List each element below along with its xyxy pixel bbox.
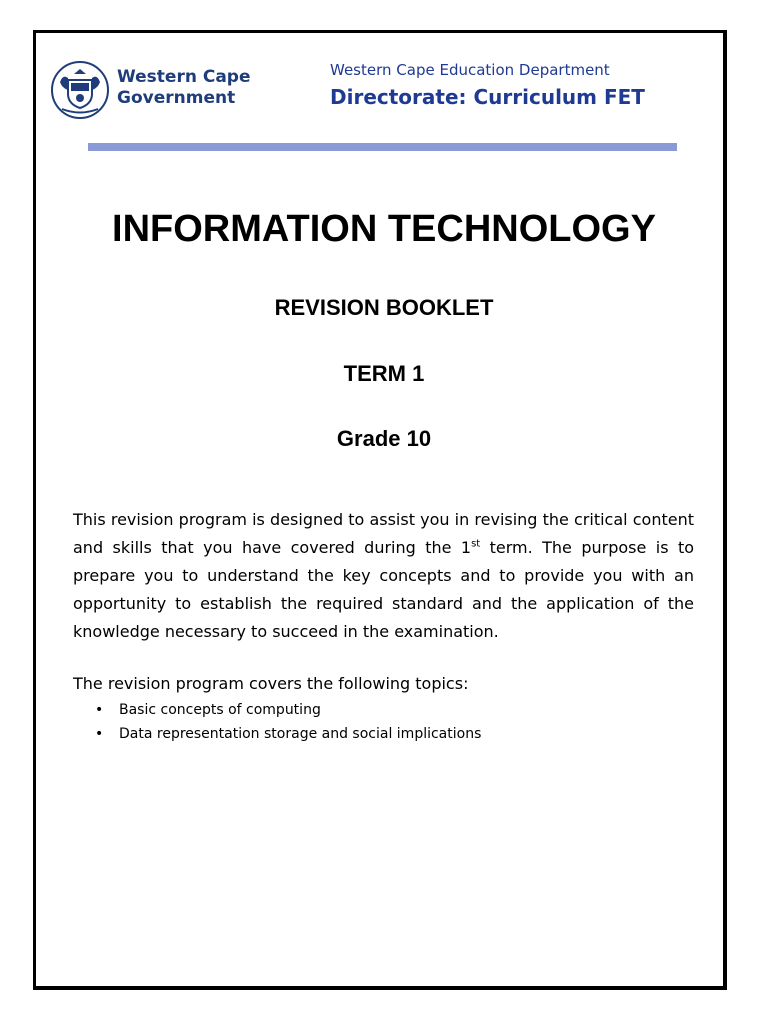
government-name-line-2: Government — [117, 88, 236, 108]
coat-of-arms-logo — [50, 60, 110, 120]
list-item — [95, 722, 481, 746]
intro-text-start: This revision program is designed to assist you in revising the critical content and skills that you have covered during the 1 — [73, 510, 694, 557]
ordinal-suffix: st — [471, 538, 481, 550]
header-divider — [88, 143, 677, 151]
grade-label: Grade 10 — [336, 426, 432, 451]
topic-label: Data representation storage and social implications — [119, 726, 482, 742]
document-title: INFORMATION TECHNOLOGY — [112, 208, 656, 250]
government-name-line-1: Western Cape — [117, 67, 251, 87]
intro-text-end: term. The purpose is to prepare you to understand the key concepts and to provide you with an opportunity to establish the required standard and the application of the knowledge necessary to succeed in the examination. — [73, 538, 695, 641]
topics-list — [95, 698, 481, 746]
bullet-icon: • — [95, 726, 104, 742]
document-subtitle: REVISION BOOKLET — [274, 295, 494, 320]
topic-label: Basic concepts of computing — [119, 702, 321, 718]
directorate-name: Directorate: Curriculum FET — [330, 85, 645, 109]
topics-lead: The revision program covers the following topics: — [73, 674, 469, 693]
term-label: TERM 1 — [343, 361, 425, 386]
list-item — [95, 698, 481, 722]
government-name — [117, 67, 251, 109]
intro-paragraph — [73, 506, 694, 646]
department-name: Western Cape Education Department — [330, 61, 610, 79]
bullet-icon: • — [95, 702, 104, 718]
